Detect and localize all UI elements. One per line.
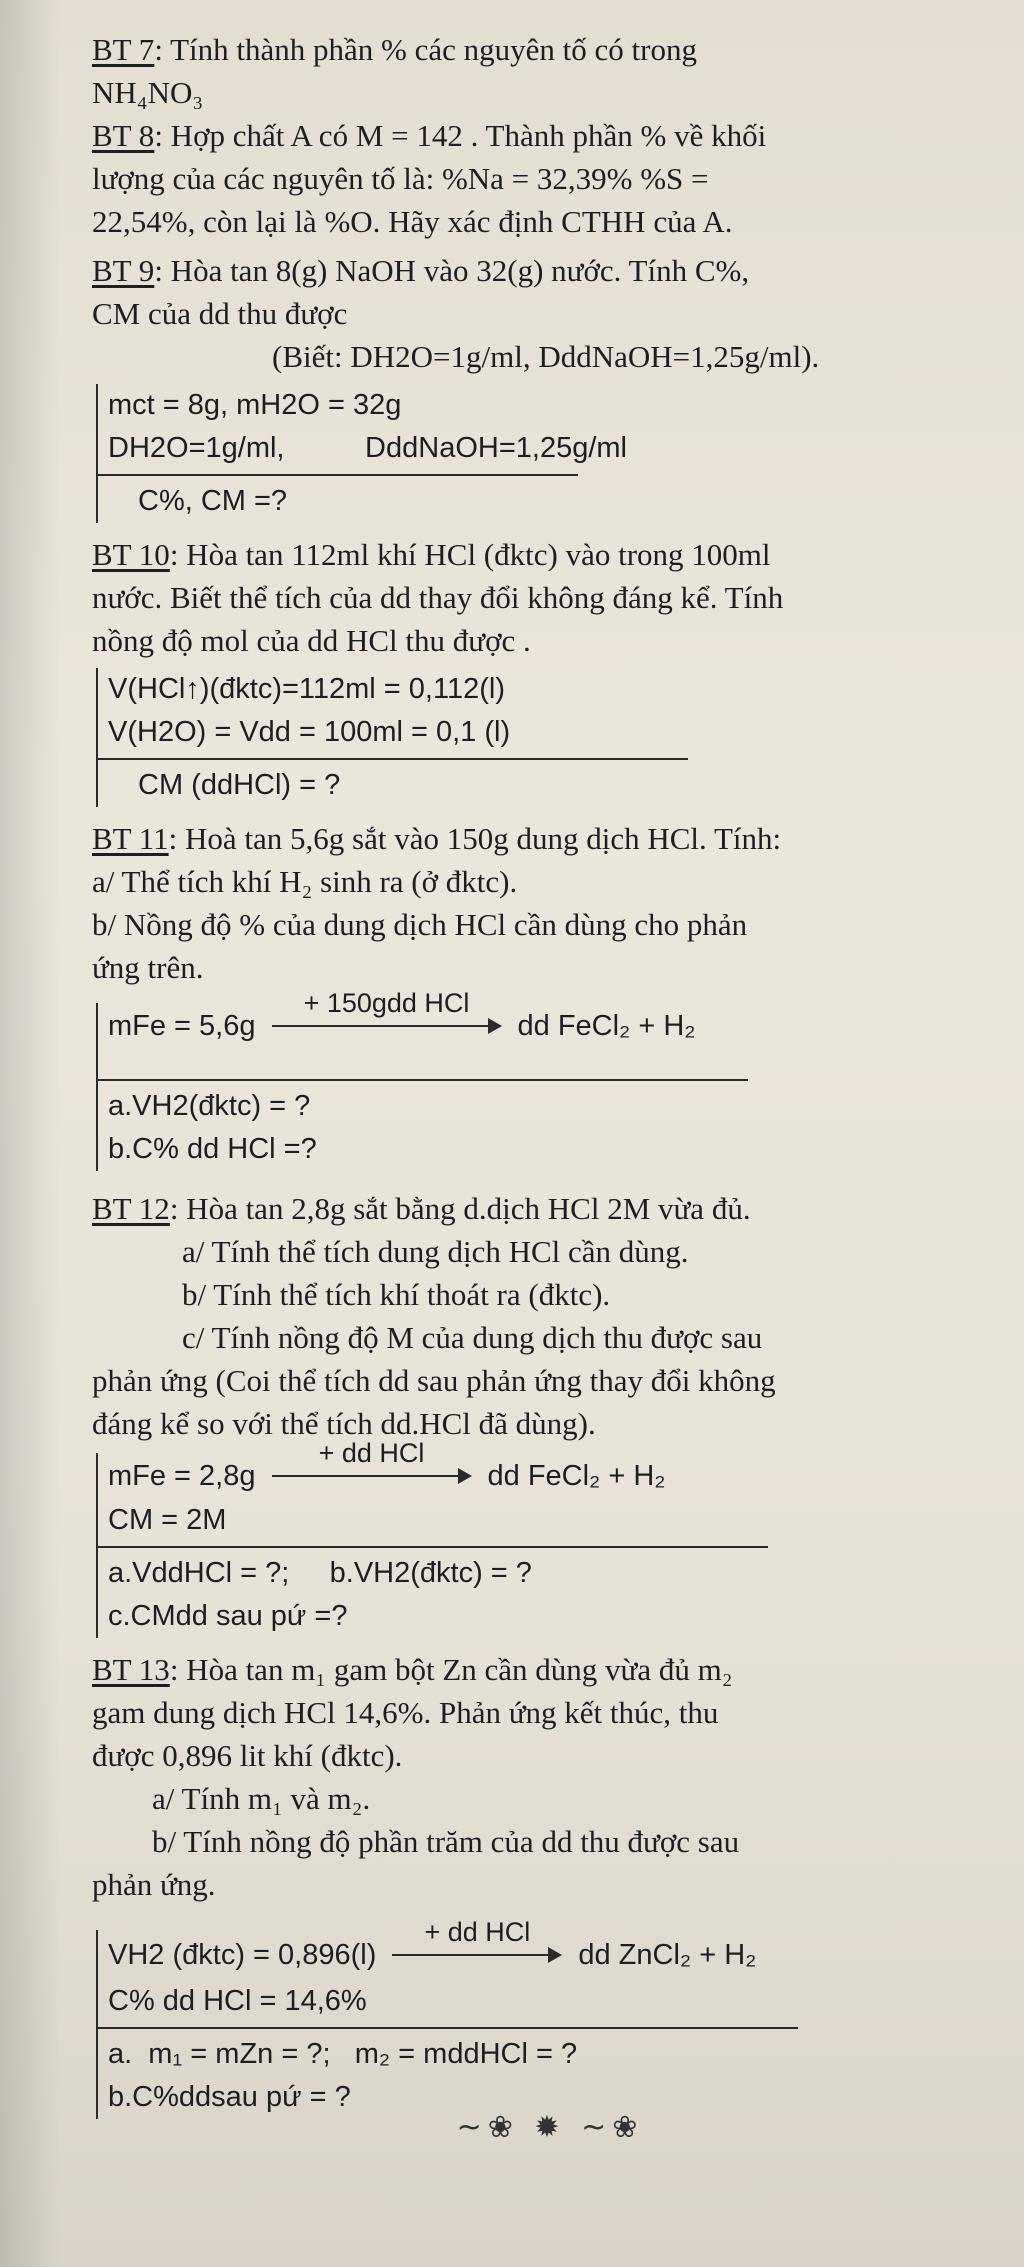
document-content xyxy=(92,28,992,2129)
bt13-arrow-label: + dd HCl xyxy=(424,1917,531,1947)
bt12-reaction xyxy=(108,1438,768,1499)
bt12-line4: c/ Tính nồng độ M của dung dịch thu được sau xyxy=(182,1320,763,1355)
bt9-label: BT 9 xyxy=(92,253,155,288)
bt11-text1: : Hoà tan 5,6g sắt vào 150g dung dịch HCl. Tính: xyxy=(168,821,782,856)
bt12-arrow xyxy=(272,1438,472,1486)
bt10-label: BT 10 xyxy=(92,537,170,572)
bt13-product: dd ZnCl₂ + H₂ xyxy=(578,1938,757,1971)
bt10-given1: V(HCl↑)(đktc)=112ml = 0,112(l) xyxy=(108,673,505,705)
bt8-label: BT 8 xyxy=(92,118,155,153)
bt7-text: : Tính thành phần % các nguyên tố có trong xyxy=(154,32,697,67)
bt13-ask-a: a. m₁ = mZn = ?; m₂ = mddHCl = ? xyxy=(108,2038,578,2070)
bt12-line3: b/ Tính thể tích khí thoát ra (đktc). xyxy=(182,1277,611,1312)
bt8-text1: : Hợp chất A có M = 142 . Thành phần % về khối xyxy=(154,118,767,153)
bt11-ask-a: a.VH2(đktc) = ? xyxy=(108,1090,311,1122)
bt11-label: BT 11 xyxy=(92,821,169,856)
bt13-arrow xyxy=(392,1917,562,1965)
bt12-ask-c: c.CMdd sau pứ =? xyxy=(108,1600,348,1632)
bt11-reaction xyxy=(108,988,748,1049)
bt7-label: BT 7 xyxy=(92,32,155,67)
bt9-line3: (Biết: DH2O=1g/ml, DddNaOH=1,25g/ml). xyxy=(272,339,820,374)
bt12-arrow-label: + dd HCl xyxy=(318,1438,425,1468)
bt12-given2: CM = 2M xyxy=(108,1504,227,1536)
bt10-given2: V(H2O) = Vdd = 100ml = 0,1 (l) xyxy=(108,716,511,748)
bt11-line3: b/ Nồng độ % của dung dịch HCl cần dùng cho phản xyxy=(92,907,748,942)
bt12-given-box xyxy=(96,1438,768,1638)
bt10-ask: CM (ddHCl) = ? xyxy=(138,769,341,801)
bt13-label: BT 13 xyxy=(92,1652,170,1687)
bt12-ask-ab: a.VddHCl = ?; b.VH2(đktc) = ? xyxy=(108,1557,532,1589)
bt13-ask-b: b.C%ddsau pứ = ? xyxy=(108,2081,351,2113)
bt11-given-box xyxy=(96,988,748,1171)
arrow-head-icon xyxy=(488,1018,502,1034)
bt12-divider xyxy=(96,1546,768,1548)
bt7-line1 xyxy=(92,28,992,71)
bt13-given-box xyxy=(96,1917,798,2119)
bt12-text1: : Hòa tan 2,8g sắt bằng d.dịch HCl 2M vừa đủ. xyxy=(169,1191,751,1226)
bt12-reactant: mFe = 2,8g xyxy=(108,1459,256,1492)
bt13-reaction xyxy=(108,1917,798,1980)
bt10-line2: nước. Biết thể tích của dd thay đổi không đáng kể. Tính xyxy=(92,580,784,615)
bt12-line2: a/ Tính thể tích dung dịch HCl cần dùng. xyxy=(182,1234,689,1269)
bt13-line6: phản ứng. xyxy=(92,1867,216,1902)
bt8-line1 xyxy=(92,114,992,157)
bt9-given2: DH2O=1g/ml, DddNaOH=1,25g/ml xyxy=(108,432,627,464)
bt13-given2: C% dd HCl = 14,6% xyxy=(108,1985,367,2017)
bt10-line1 xyxy=(92,533,992,576)
arrow-head-icon xyxy=(548,1947,562,1963)
decorative-ornament: ~❀ ✹ ~❀ xyxy=(456,2110,644,2145)
bt12-label: BT 12 xyxy=(92,1191,170,1226)
bt8-line3: 22,54%, còn lại là %O. Hãy xác định CTHH của A. xyxy=(92,204,733,239)
bt13-divider xyxy=(96,2027,798,2029)
bt11-line4: ứng trên. xyxy=(92,950,204,985)
bt10-given-box xyxy=(96,668,688,807)
bt9-divider xyxy=(96,474,578,476)
bt13-line4: a/ Tính m₁ và m₂. xyxy=(152,1781,371,1816)
bt8-line2: lượng của các nguyên tố là: %Na = 32,39% %S = xyxy=(92,161,709,196)
bt9-ask: C%, CM =? xyxy=(138,485,288,517)
bt10-line3: nồng độ mol của dd HCl thu được . xyxy=(92,623,531,658)
bt12-line1 xyxy=(92,1187,992,1230)
bt12-line5: phản ứng (Coi thể tích dd sau phản ứng thay đổi không xyxy=(92,1363,776,1398)
bt11-divider xyxy=(96,1079,748,1081)
bt13-line3: được 0,896 lit khí (đktc). xyxy=(92,1738,403,1773)
bt13-line2: gam dung dịch HCl 14,6%. Phản ứng kết thúc, thu xyxy=(92,1695,719,1730)
arrow-head-icon xyxy=(458,1468,472,1484)
bt12-line6: đáng kể so với thể tích dd.HCl đã dùng). xyxy=(92,1406,596,1441)
bt13-reactant: VH2 (đktc) = 0,896(l) xyxy=(108,1938,377,1971)
bt12-product: dd FeCl₂ + H₂ xyxy=(487,1459,666,1492)
bt10-text1: : Hòa tan 112ml khí HCl (đktc) vào trong 100ml xyxy=(169,537,771,572)
bt9-line2: CM của dd thu được xyxy=(92,296,348,331)
bt11-reactant: mFe = 5,6g xyxy=(108,1009,256,1042)
bt11-ask-b: b.C% dd HCl =? xyxy=(108,1133,317,1165)
bt11-product: dd FeCl₂ + H₂ xyxy=(517,1009,696,1042)
bt7-formula: NH₄NO₃ xyxy=(92,75,204,110)
bt9-line1 xyxy=(92,249,992,292)
bt9-text1: : Hòa tan 8(g) NaOH vào 32(g) nước. Tính C%, xyxy=(154,253,750,288)
bt13-text1: : Hòa tan m₁ gam bột Zn cần dùng vừa đủ m₂ xyxy=(169,1652,733,1687)
bt11-line1 xyxy=(92,817,992,860)
bt9-given1: mct = 8g, mH2O = 32g xyxy=(108,389,402,421)
bt13-line1 xyxy=(92,1648,992,1691)
bt11-line2: a/ Thể tích khí H₂ sinh ra (ở đktc). xyxy=(92,864,518,899)
bt11-arrow xyxy=(272,988,502,1036)
bt13-line5: b/ Tính nồng độ phần trăm của dd thu được sau xyxy=(152,1824,740,1859)
bt9-given-box xyxy=(96,384,627,523)
bt10-divider xyxy=(96,758,688,760)
bt11-arrow-label: + 150gdd HCl xyxy=(303,988,470,1018)
page-shadow xyxy=(0,0,60,2267)
